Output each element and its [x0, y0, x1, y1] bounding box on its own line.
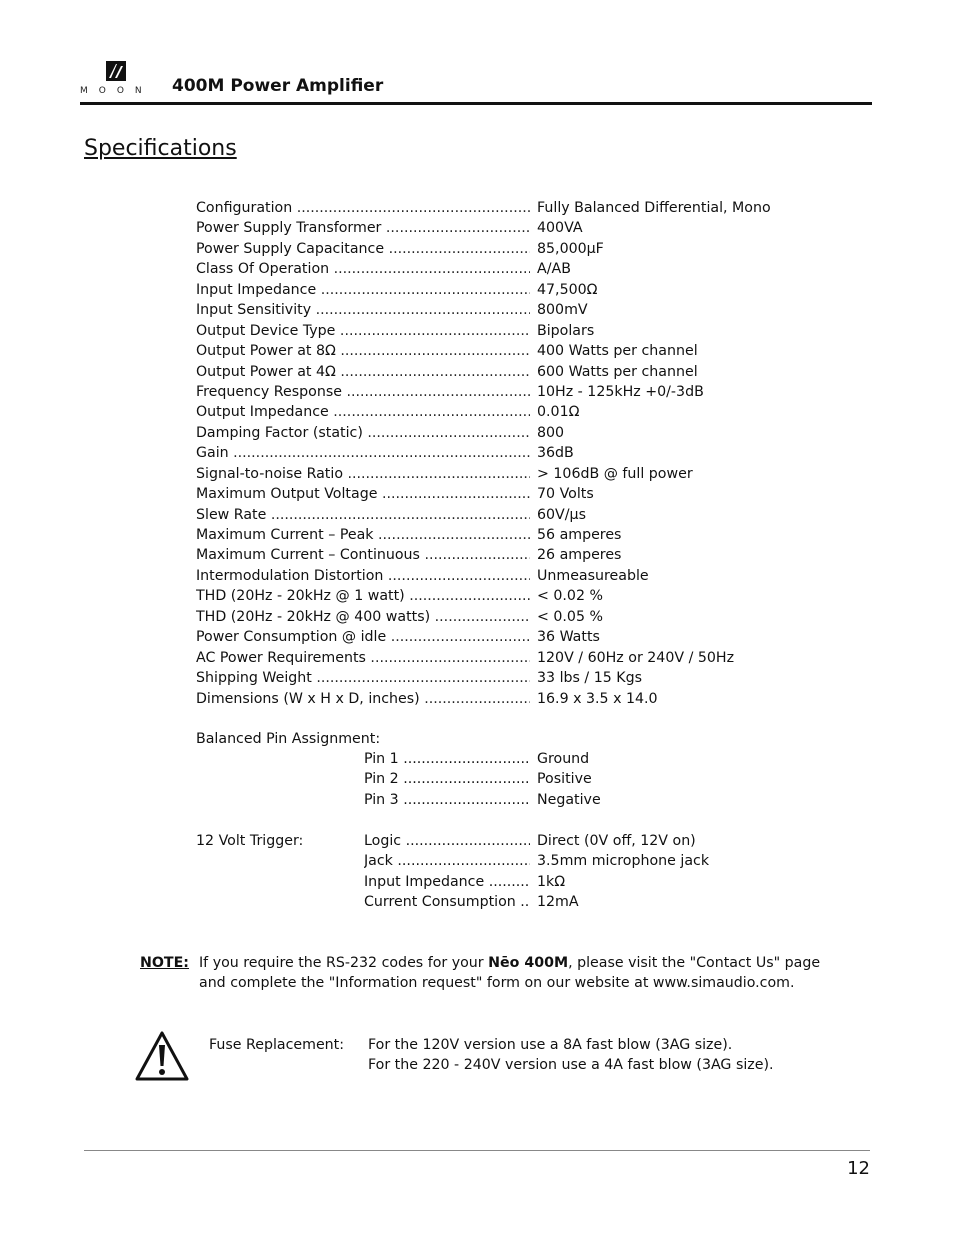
- spec-value: 10Hz - 125kHz +0/-3dB: [537, 383, 704, 400]
- spec-value: 70 Volts: [537, 486, 594, 503]
- page-number: 12: [847, 1158, 870, 1179]
- spec-row: [196, 648, 816, 668]
- spec-label: Output Power at 8Ω .....: [196, 341, 530, 361]
- spec-row: [196, 464, 816, 484]
- spec-row: [196, 443, 816, 463]
- spec-value: 400 Watts per channel: [537, 343, 698, 360]
- spec-row: [196, 362, 816, 382]
- balanced_pins-row: [364, 769, 814, 789]
- note-text-before: If you require the RS-232 codes for your: [199, 955, 489, 971]
- trigger-value: 12mA: [537, 894, 579, 911]
- page-title: Specifications: [84, 136, 237, 161]
- spec-value: 26 amperes: [537, 547, 622, 564]
- note-label: NOTE:: [140, 955, 189, 971]
- spec-label: Output Power at 4Ω .....: [196, 362, 530, 382]
- trigger-label: Current Consumption .....: [364, 892, 530, 912]
- page-header: [80, 58, 872, 105]
- spec-label: Power Consumption @ idle .....: [196, 627, 530, 647]
- trigger-value: 1kΩ: [537, 873, 566, 890]
- spec-row: [196, 218, 816, 238]
- spec-value: Bipolars: [537, 322, 595, 339]
- balanced_pins-row: [364, 790, 814, 810]
- trigger-row: [364, 831, 814, 851]
- spec-label: THD (20Hz - 20kHz @ 400 watts) .....: [196, 607, 530, 627]
- warning-triangle-icon: [134, 1030, 190, 1082]
- spec-value: 16.9 x 3.5 x 14.0: [537, 690, 658, 707]
- balanced-pin-heading: Balanced Pin Assignment:: [196, 731, 381, 747]
- spec-value: Unmeasureable: [537, 567, 649, 584]
- balanced_pins-label: Pin 1 .....: [364, 749, 530, 769]
- spec-label: Configuration .....: [196, 198, 530, 218]
- spec-row: [196, 586, 816, 606]
- spec-row: [196, 341, 816, 361]
- moon-logo-icon: [105, 60, 127, 82]
- spec-value: 56 amperes: [537, 527, 622, 543]
- spec-value: 33 lbs / 15 Kgs: [537, 670, 642, 687]
- spec-value: 0.01Ω: [537, 404, 580, 421]
- spec-label: Input Sensitivity .....: [196, 300, 530, 320]
- trigger-label: Input Impedance .....: [364, 872, 530, 892]
- spec-value: 47,500Ω: [537, 281, 598, 298]
- balanced_pins-value: Ground: [537, 751, 590, 767]
- spec-label: Slew Rate .....: [196, 505, 530, 525]
- fuse-replacement-label: Fuse Replacement:: [209, 1037, 345, 1053]
- spec-value: 60V/µs: [537, 506, 586, 523]
- spec-value: Fully Balanced Differential, Mono: [537, 200, 771, 216]
- logo-wordmark: MOON: [80, 86, 153, 96]
- fuse-replacement-text: [368, 1035, 774, 1075]
- spec-label: Input Impedance .....: [196, 280, 530, 300]
- spec-label: Gain .....: [196, 443, 530, 463]
- spec-value: 85,000µF: [537, 240, 604, 257]
- note-text: [199, 953, 829, 993]
- balanced_pins-label: Pin 3 .....: [364, 790, 530, 810]
- spec-row: [196, 545, 816, 565]
- header-title: 400M Power Amplifier: [172, 76, 384, 96]
- spec-value: A/AB: [537, 261, 571, 278]
- moon-logo: [80, 58, 154, 98]
- trigger-label: Logic .....: [364, 831, 530, 851]
- spec-value: 36dB: [537, 445, 574, 462]
- trigger-heading: 12 Volt Trigger:: [196, 833, 304, 849]
- spec-label: Maximum Current – Continuous .....: [196, 545, 530, 565]
- spec-label: Output Impedance .....: [196, 402, 530, 422]
- spec-row: [196, 525, 816, 545]
- spec-value: 36 Watts: [537, 629, 600, 646]
- balanced_pins-label: Pin 2 .....: [364, 769, 530, 789]
- spec-row: [196, 566, 816, 586]
- spec-row: [196, 484, 816, 504]
- trigger-value: 3.5mm microphone jack: [537, 853, 710, 870]
- fuse-line-120v: For the 120V version use a 8A fast blow (3AG size).: [368, 1037, 733, 1053]
- spec-row: [196, 627, 816, 647]
- spec-value: 800: [537, 424, 565, 441]
- spec-row: [196, 259, 816, 279]
- spec-value: < 0.05 %: [537, 608, 603, 625]
- spec-row: [196, 402, 816, 422]
- spec-value: 600 Watts per channel: [537, 363, 698, 380]
- spec-label: Output Device Type .....: [196, 321, 530, 341]
- trigger-value: Direct (0V off, 12V on): [537, 833, 696, 849]
- spec-row: [196, 689, 816, 709]
- spec-row: [196, 382, 816, 402]
- spec-value: 800mV: [537, 302, 588, 319]
- spec-row: [196, 505, 816, 525]
- spec-label: Intermodulation Distortion .....: [196, 566, 530, 586]
- spec-value: > 106dB @ full power: [537, 465, 693, 482]
- balanced_pins-value: Positive: [537, 771, 592, 788]
- trigger-row: [364, 851, 814, 871]
- spec-value: 120V / 60Hz or 240V / 50Hz: [537, 649, 735, 666]
- balanced_pins-row: [364, 749, 814, 769]
- note-text-after: , please visit the "Contact Us" page and complete the "Information request" form on our website at www.simaudio.com.: [199, 955, 821, 991]
- spec-label: Maximum Current – Peak .....: [196, 525, 530, 545]
- spec-label: THD (20Hz - 20kHz @ 1 watt) .....: [196, 586, 530, 606]
- spec-value: 400VA: [537, 220, 583, 237]
- spec-label: Class Of Operation .....: [196, 259, 530, 279]
- spec-row: [196, 321, 816, 341]
- spec-row: [196, 198, 816, 218]
- balanced_pins-value: Negative: [537, 791, 601, 808]
- spec-label: Damping Factor (static) .....: [196, 423, 530, 443]
- trigger-row: [364, 872, 814, 892]
- note-product: Nēo 400M: [488, 955, 569, 971]
- spec-row: [196, 239, 816, 259]
- spec-label: Signal-to-noise Ratio .....: [196, 464, 530, 484]
- footer-divider: [84, 1150, 870, 1151]
- spec-label: Maximum Output Voltage .....: [196, 484, 530, 504]
- trigger-label: Jack .....: [364, 851, 530, 871]
- specifications-list: [196, 198, 816, 709]
- spec-value: < 0.02 %: [537, 588, 603, 605]
- spec-label: Power Supply Transformer .....: [196, 218, 530, 238]
- spec-row: [196, 300, 816, 320]
- spec-label: AC Power Requirements .....: [196, 648, 530, 668]
- spec-row: [196, 607, 816, 627]
- spec-row: [196, 668, 816, 688]
- spec-label: Frequency Response .....: [196, 382, 530, 402]
- trigger-row: [364, 892, 814, 912]
- spec-row: [196, 423, 816, 443]
- spec-label: Power Supply Capacitance .....: [196, 239, 530, 259]
- fuse-line-240v: For the 220 - 240V version use a 4A fast blow (3AG size).: [368, 1057, 774, 1073]
- spec-label: Shipping Weight .....: [196, 668, 530, 688]
- spec-row: [196, 280, 816, 300]
- spec-label: Dimensions (W x H x D, inches) .....: [196, 689, 530, 709]
